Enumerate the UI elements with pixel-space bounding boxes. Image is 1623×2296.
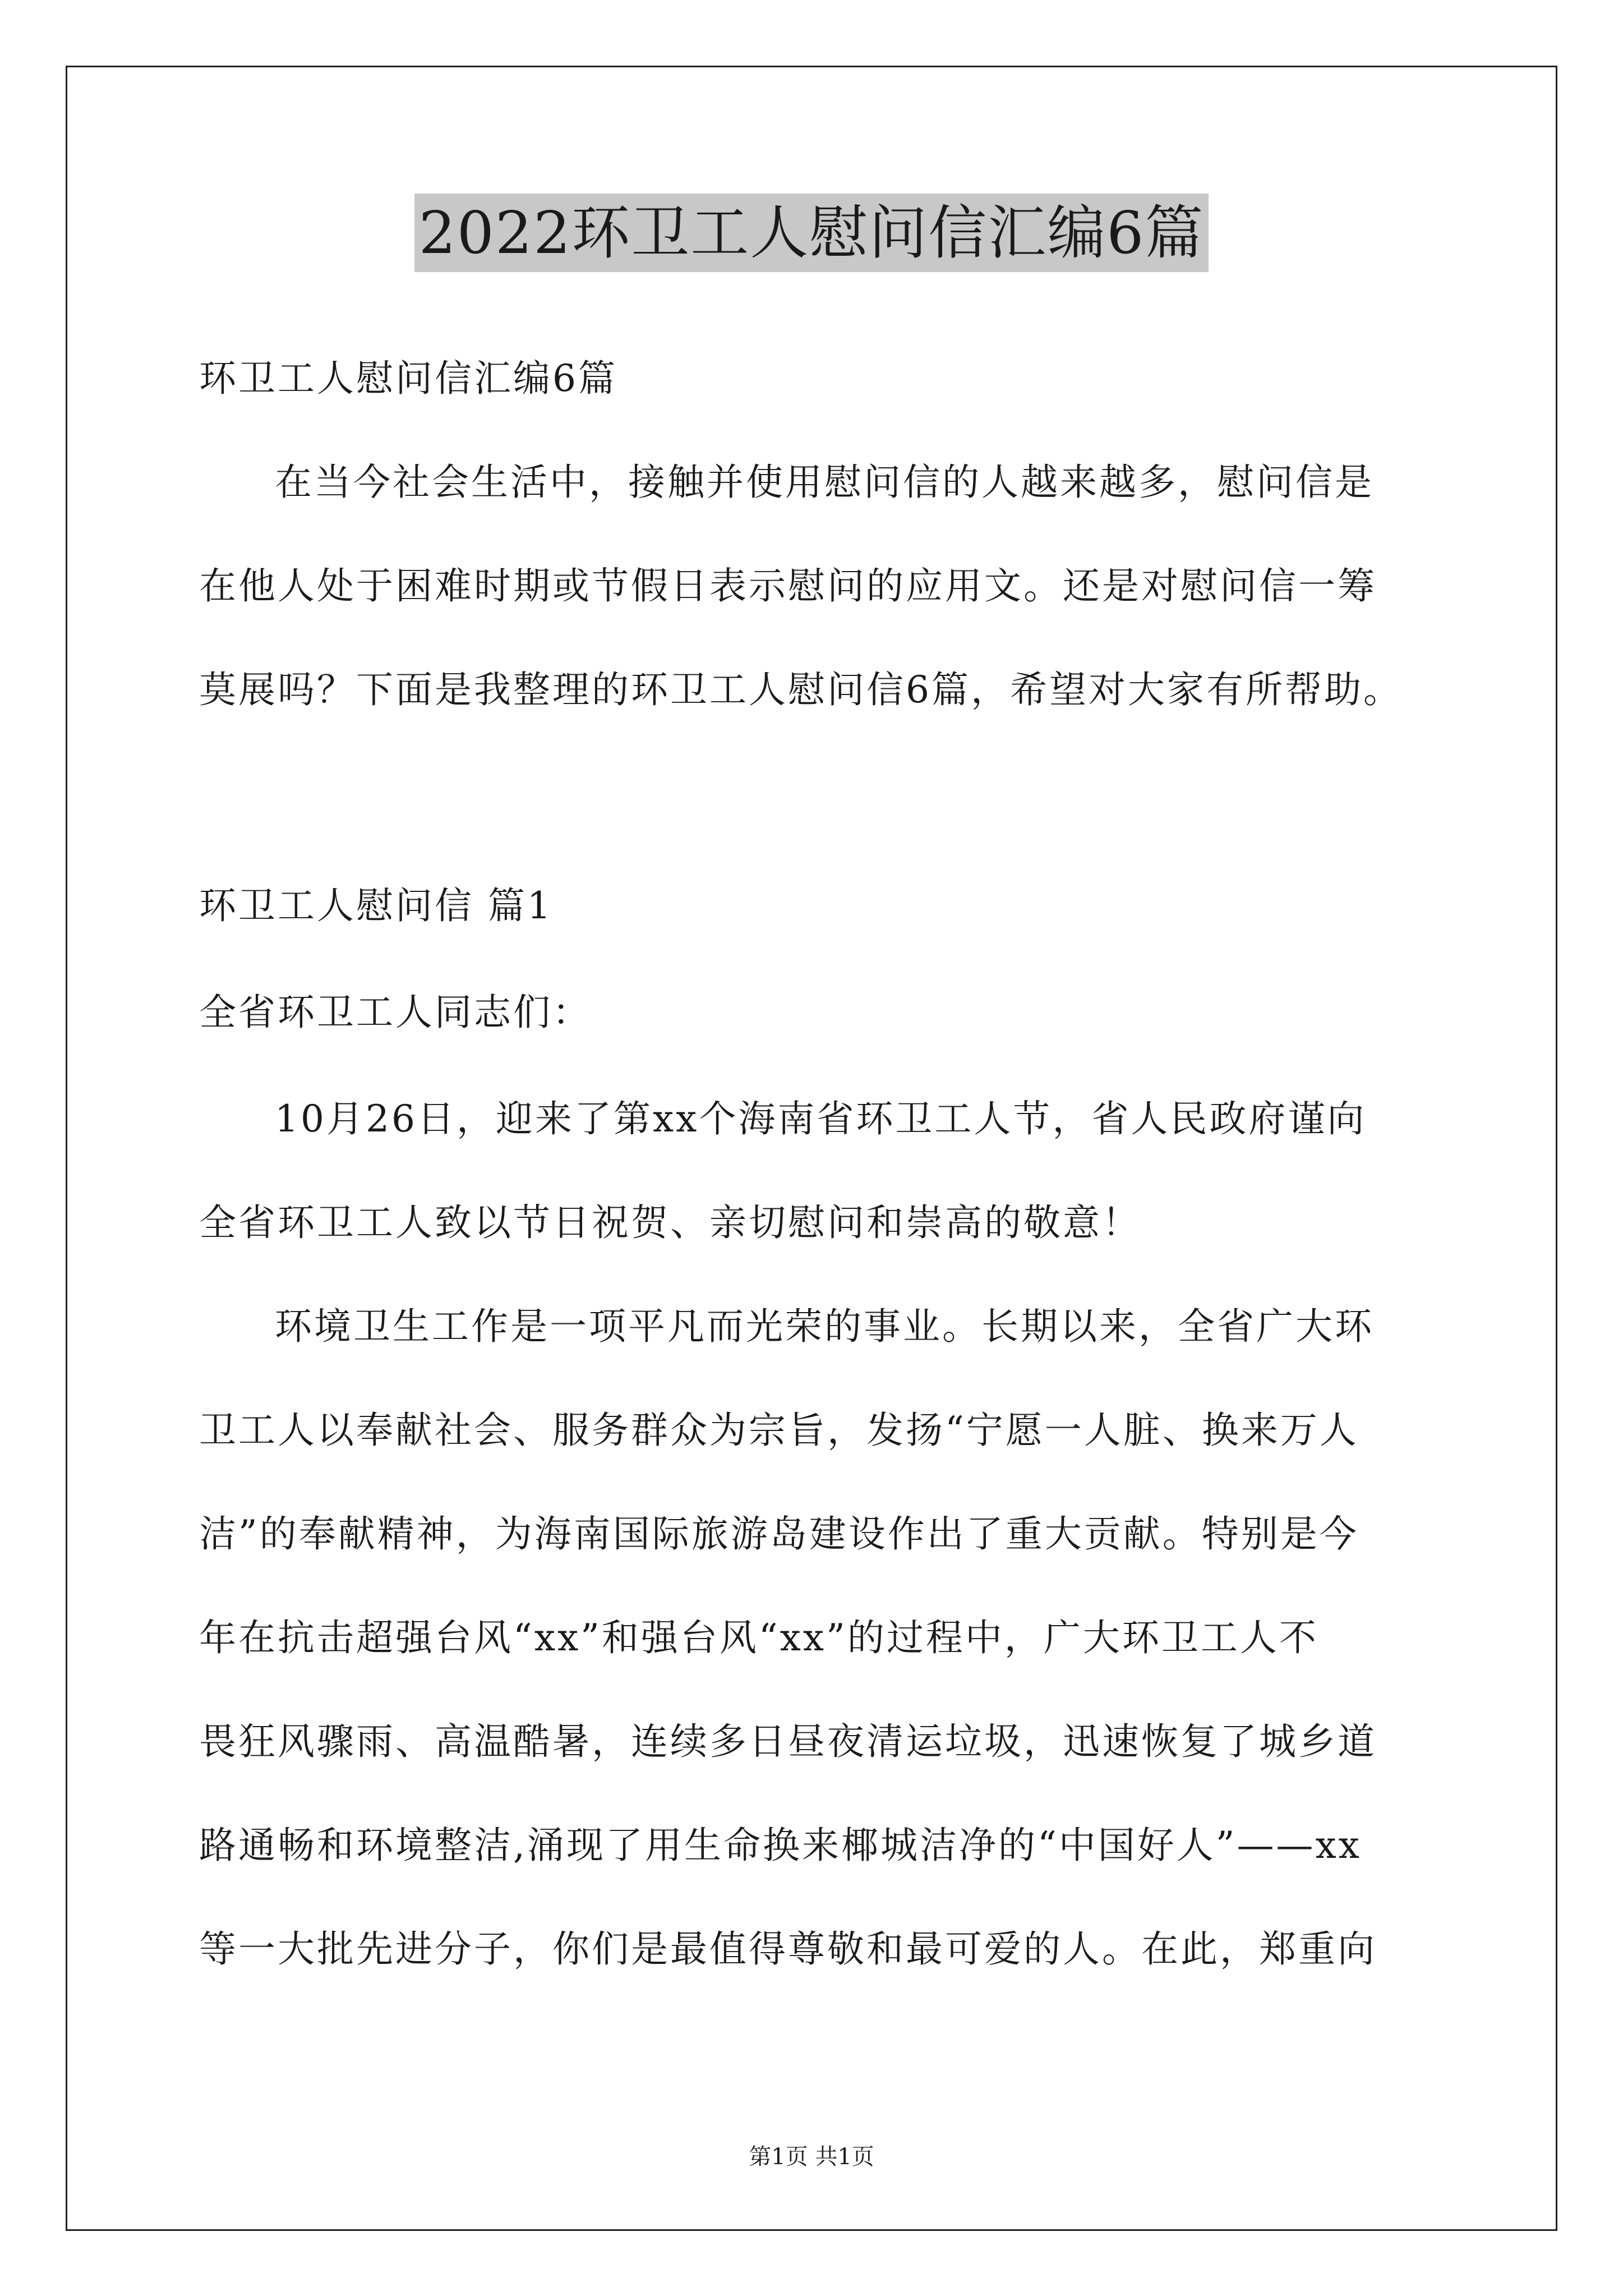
paragraph-line: 卫工人以奉献社会、服务群众为宗旨，发扬“宁愿一人脏、换来万人 — [199, 1409, 1359, 1452]
section-heading: 环卫工人慰问信 篇1 — [199, 884, 553, 927]
page-footer: 第1页 共1页 — [749, 2144, 874, 2170]
intro-line: 莫展吗？下面是我整理的环卫工人慰问信6篇，希望对大家有所帮助。 — [199, 668, 1403, 711]
salutation: 全省环卫工人同志们： — [199, 991, 592, 1034]
paragraph-line: 环境卫生工作是一项平凡而光荣的事业。长期以来，全省广大环 — [275, 1305, 1374, 1348]
intro-line: 在当今社会生活中，接触并使用慰问信的人越来越多，慰问信是 — [275, 461, 1374, 504]
title-container — [0, 194, 1623, 272]
paragraph-line: 畏狂风骤雨、高温酷暑，连续多日昼夜清运垃圾，迅速恢复了城乡道 — [199, 1720, 1377, 1763]
intro-line: 在他人处于困难时期或节假日表示慰问的应用文。还是对慰问信一筹 — [199, 564, 1377, 608]
paragraph-line: 10月26日，迎来了第xx个海南省环卫工人节，省人民政府谨向 — [275, 1097, 1367, 1140]
subtitle: 环卫工人慰问信汇编6篇 — [199, 357, 617, 400]
document-title: 2022环卫工人慰问信汇编6篇 — [414, 194, 1209, 272]
paragraph-line: 年在抗击超强台风“xx”和强台风“xx”的过程中，广大环卫工人不 — [199, 1616, 1318, 1659]
paragraph-line: 路通畅和环境整洁,涌现了用生命换来椰城洁净的“中国好人”——xx — [199, 1824, 1362, 1867]
paragraph-line: 全省环卫工人致以节日祝贺、亲切慰问和崇高的敬意！ — [199, 1201, 1141, 1244]
paragraph-line: 等一大批先进分子，你们是最值得尊敬和最可爱的人。在此，郑重向 — [199, 1927, 1377, 1971]
paragraph-line: 洁”的奉献精神，为海南国际旅游岛建设作出了重大贡献。特别是今 — [199, 1512, 1359, 1556]
